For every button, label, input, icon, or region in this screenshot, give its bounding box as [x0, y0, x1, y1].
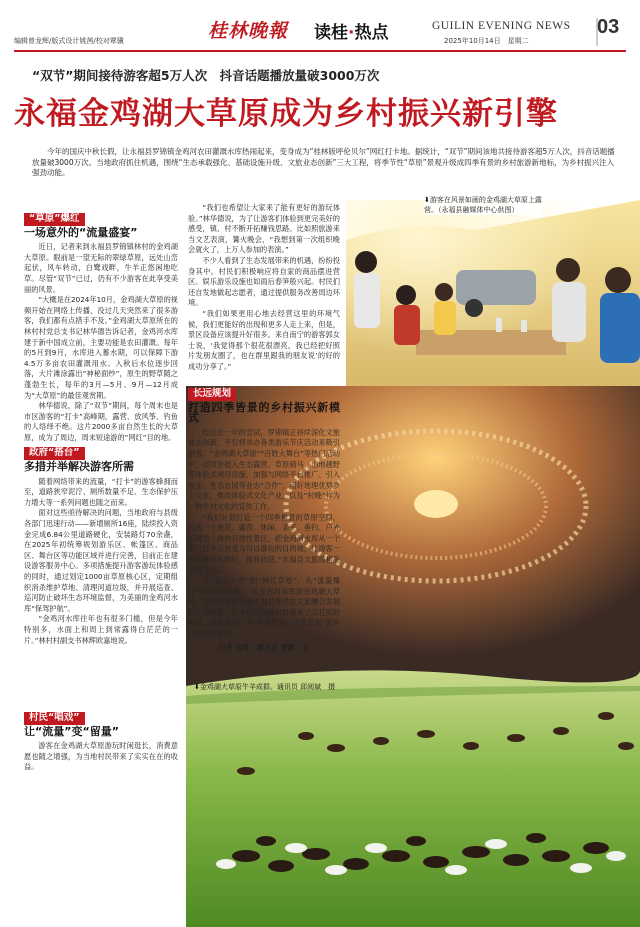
- page-credits: 编辑曾龙辉/版式设计姚茜/校对覃骥: [14, 37, 124, 45]
- section4-para-1: 经过近一年的尝试，罗锦镇正持续深化文旅业态创新，不仅将举办各类游乐节庆活动来吸引游客，“金鸡湖大草原”“百姓大舞台”等热门活动中，还同步植入生态露营、草原骑马、山地越野等体验式项目设施、加强与网络平台推广、引入农业、生态农园等业态“合作”，用好地理优势乡土文化，推动体验式文化产业，以及“村晚”作为一种乡村文化的宣传工作。: [188, 427, 340, 511]
- section2-para-2: 面对这些亟待解决的问题，当地政府与县级各部门迅速行动——新增厕所16座，陆续投入资金完成6.84公里道路硬化，安装路灯70余盏，在2025年初统筹规划游乐区、帐篷区、商品区、舞台区等功能区域并进行完善，目前正在建设游客服务中心。多项措施提升游客游玩体验感的同时，通过划定1000亩草原核心区，定期组织消杀维护草地、清理河道垃圾，并开展巡查、巡河防止破坏生态环境监督，为美丽的金鸡河水库“保驾护航”。: [24, 508, 178, 613]
- section3-para-1: 游客在金鸡湖大草原游玩时闲逛长，消费意愿也随之增强，为当地村民带来了实实在在的收益。: [24, 741, 178, 772]
- section4-tag: 长远规划: [188, 388, 236, 401]
- section4-para-3: 从“农田水库”到“网红草原”，从“流量爆红”到“生态变现”，从金鸡河水库到金鸡湖大草原，它的华丽转身是永福县推进农文旅融合发展的生动缩影，它不仅为当地村民带来了实打实的收益，更探索出一条“生态优先、绿色发展”的乡村振兴新路径。: [188, 576, 340, 639]
- mid-para-2: 不少人看到了生态发展带来的机遇，纷纷投身其中。村民们积极响应将自家的商品摆进营区、娱乐游乐设施也如雨后春笋般兴起。村民们还自发地做起志愿者，通过提供服务改善周边环境。: [188, 255, 340, 308]
- headline: 永福金鸡湖大草原成为乡村振兴新引擎: [14, 96, 558, 132]
- column-left-bottom: [24, 712, 178, 773]
- photo-campers: [346, 200, 640, 390]
- section1-para-1: 近日，记者来到永福县罗锦镇林村的金鸡湖大草原。眼前是一望无际的翠绿草原，远处山峦起伏，风车转动，白鹭戏畔，牛羊正悠闲地吃草。尽管“双节”已过，仍有不少游客在此享受美丽的风景。: [24, 242, 178, 294]
- article-lead: 今年的国庆中秋长假，让永福县罗锦镇金鸡河农田灌溉水库热闹起来，变身成为“桂林版呼伦贝尔”网红打卡地。据统计，“双节”期间该地共接待游客超5万人次，抖音话题播放量破3000万次。当地政府抓住机遇，围绕“生态承载强化、基础设施升级、文旅业态创新”三大工程，将季节性“草原”景观升级成四季有景的乡村旅游新地标，为乡村振兴注入强劲动能。: [32, 147, 615, 177]
- section-title: [314, 18, 388, 43]
- section1-title: 一场意外的“流量盛宴”: [24, 225, 138, 239]
- section-title-a: 读桂: [314, 23, 348, 43]
- mid-para-3: “我们如果更用心地去经营这里的环境气候，我们更能好的出现和更多人走上来，但是，景区设备应该提升好很多。来自南宁的游客郭女士说，‘我觉得那个很花很漂亮，我已经把好照片发朋友圈了，也在群里跟我的朋友说’的好的成功分享了。”: [188, 308, 340, 371]
- issue-date: 2025年10月14日 星期二: [444, 37, 529, 45]
- section1-tag: “草原”爆红: [24, 213, 85, 226]
- section1-para-2: “大概是在2024年10月，金鸡湖大草原的视频开始在网络上传播，没过几天突然来了很多游客，我们都有点措手不及。”金鸡湖大草原所在的林村村党总支书记林华德告诉记者，金鸡河水库建于新中国成立前，主要功能是农田灌溉。每年的5月到9月，水库进入蓄水期，可以保障下游4.5万多亩农田灌溉用水。入秋后水位逐步回落，大片滩涂露出“神秘面纱”，原生的野草随之蓬勃生长，每年的3月—5月、9月—12月成为“大草原”的最佳观赏期。: [24, 295, 178, 400]
- column-middle: [188, 203, 340, 373]
- section1-para-3: 林华德说，除了“双节”期间，每个周末也是市区游客的“打卡”高峰期，露营、放风筝、钓鱼的人络绎不绝。这片2000多亩自然生长的大草原，成为了周边，周末短途游的“网红”目的地。: [24, 401, 178, 442]
- section2-title: 多措并举解决游客所需: [24, 460, 134, 474]
- page-number: 03: [597, 16, 620, 38]
- paper-name-english: GUILIN EVENING NEWS: [432, 20, 571, 32]
- photo-campers-image: [346, 200, 640, 390]
- column-long-term: [188, 388, 340, 653]
- section3-title: 让“流量”变“留量”: [24, 724, 119, 738]
- newspaper-logo: 桂林晚報: [208, 20, 289, 42]
- headline-kicker: “双节”期间接待游客超5万人次 抖音话题播放量破3000万次: [32, 68, 380, 83]
- section3-tag: 村民“唱戏”: [24, 712, 85, 725]
- column-left: [24, 213, 178, 646]
- section2-para-3: “金鸡河水库往年也有很多门槛，但是今年特别多，水面上和周上到常露得白茫茫的一片。”林村村副支书林辉欧嘉地说。: [24, 614, 178, 645]
- section2-tag: 政府“搭台”: [24, 447, 85, 460]
- photo-campers-caption-top: ⬇游客在风景如画的金鸡湖大草原上露营。（永福县融媒体中心供图）: [424, 196, 542, 214]
- mid-para-1: “我们也希望让大家来了能有更好的游玩体验。”林华德说，为了让游客们体验到更完美好的感受，镇、村不断开拓赚钱思路。比如照旅游来当文艺表演，篝火晚会，“我想到第一次组织晚会就火了，上万人参加的表演。”: [188, 203, 340, 255]
- section4-title: 打造四季皆景的乡村振兴新模式: [188, 400, 340, 425]
- section-title-dot: ·: [348, 23, 355, 43]
- byline: 记者 刘菁 通讯员 唐影 文: [218, 642, 310, 652]
- section2-para-1: 随着网络带来的流量，“打卡”的游客蜂拥而至，道路狭窄泥泞、厕所数量不足、生态保护压力增大等一系列问题也随之而来。: [24, 476, 178, 507]
- photo-grassland-caption: ⬇金鸡湖大草原牛羊成群。通讯员 邱阅斌 摄: [194, 683, 336, 691]
- section4-para-2: “我们计划打造一个四季皆景的草原空间，打造一个赏花、露营、休闲、亲子、垂钓、户外拓展为一体的开放性景区，把金鸡河水库从一个单一打卡点转变为可以游玩的目的地，让游客一年四季都有得玩，都有收获。”永福县文旅局相关负责人表示。: [188, 512, 340, 575]
- section-title-b: 热点: [354, 23, 389, 43]
- header-rule: [14, 50, 626, 52]
